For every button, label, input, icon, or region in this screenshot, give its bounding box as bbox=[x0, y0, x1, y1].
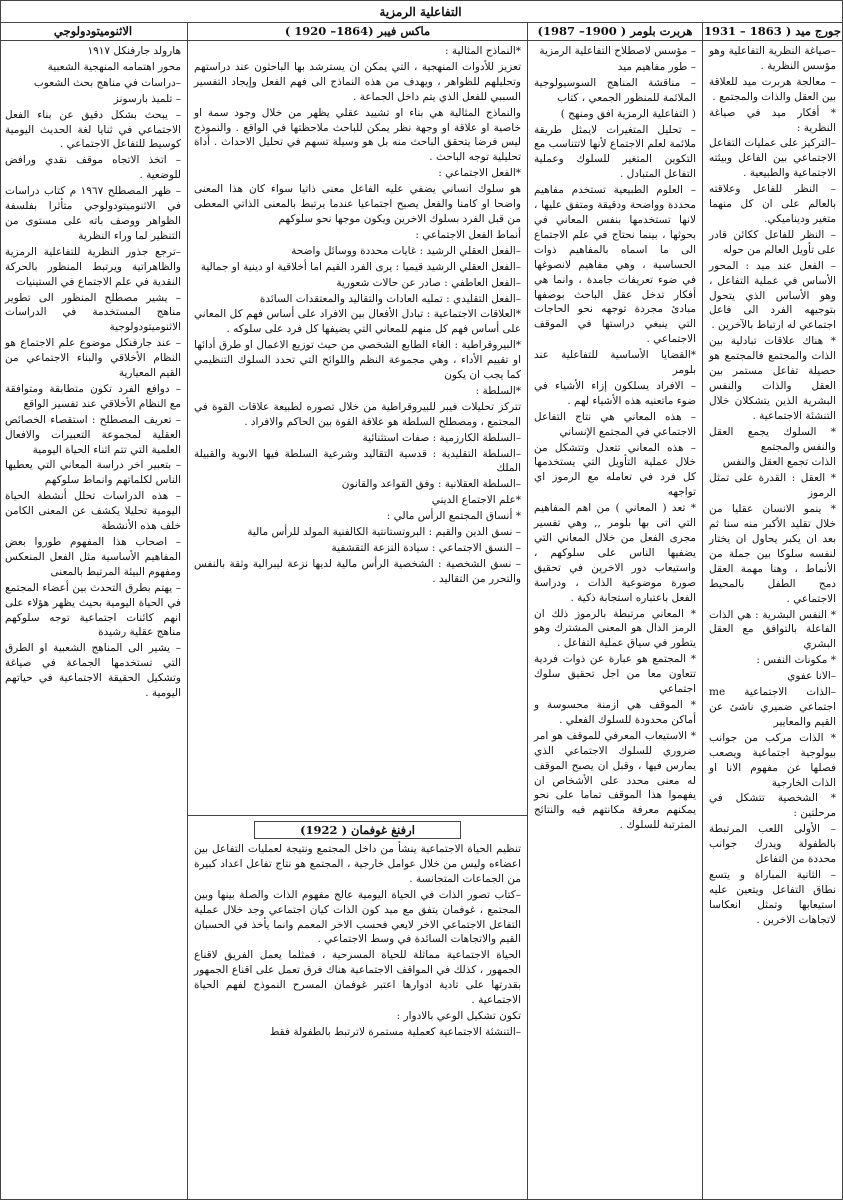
header-blumer: هربرت بلومر ( 1900– 1987) bbox=[527, 23, 702, 41]
weber-section bbox=[188, 41, 527, 815]
weber-item: –السلطة التقليدية : قدسية التقاليد وشرعية السلطة فيها الابوية والقبيلة الملك bbox=[194, 447, 521, 475]
ethno-item: – دوافع الفرد تكون متطابقة ومتوافقة مع النظام الأخلاقي عند تفسير الواقع bbox=[5, 382, 181, 410]
blumer-item: ( التفاعلية الرمزية افق ومنهج ) bbox=[560, 107, 696, 120]
weber-item: –الفعل التقليدي : تمليه العادات والتقاليد والمعتقدات السائدة bbox=[259, 292, 521, 305]
ethno-item: هارولد جارفنكل ١٩١٧ bbox=[87, 45, 181, 57]
mead-item: –الذات الاجتماعية me اجتماعي ضميري ناشئ عن القيم والمعايير bbox=[709, 686, 836, 728]
ethno-items bbox=[5, 44, 181, 701]
weber-item: –الفعل العقلي الرشيد : غايات محددة ووسائل واضحة bbox=[291, 244, 521, 257]
header-mead: جورج ميد ( 1863 – 1931 bbox=[702, 23, 842, 41]
mead-item: – الثانية المباراة و يتسع نطاق التفاعل ويتعين عليه استيعابها وتمثل انعكاسا لاتجاهات الاخرين . bbox=[709, 868, 836, 926]
ethno-item: – عند جارفنكل موضوع علم الاجتماع هو النظام الأخلاقي والبناء الاجتماعي من القيم المعيارية bbox=[5, 337, 181, 380]
table-title: التفاعلية الرمزية bbox=[0, 1, 842, 23]
weber-item: –الفعل العقلي الرشيد قيميا : يرى الفرد القيم اما أخلاقية او دينية او جمالية bbox=[200, 260, 521, 273]
weber-item: تعزيز للأدوات المنهجية ، التي يمكن ان يسترشد بها الباحثون عند دراستهم وتحليلهم للظواهر ، ويهدف من هذه النماذج الى فهم الفعل وإيجاد التفسير السببي للفعل الذي يتم داخل الجماعة . bbox=[194, 60, 521, 103]
blumer-item: * الاستيعاب المعرفي للموقف هو امر ضروري للسلوك الاجتماعي الذي يمارس فيها ، وقبل ان يصبح الموقف له معنى محدد على الأشخاص ان يفهموا هذا الموقف تماما على نحو يمكنهم معرفة مكانتهم فيه والنتائج المترتبة للسلوك . bbox=[534, 729, 696, 832]
weber-item: *النماذج المثالية : bbox=[444, 45, 521, 57]
header-weber: ماكس فيبر (1864– 1920 ) bbox=[187, 23, 527, 41]
weber-item: والنماذج المثالية هي بناء او تشييد عقلي يظهر من خلال وجود سمة او خاصية او علاقة او وجهة نظر يمكن للباحث ملاحظتها في الواقع . والنموذج ليس فرضا يتحقق الباحث منه بل هو وسيلة تسهم في تحليل الاحداث . أداة تحليلية توجه الباحث . bbox=[194, 106, 521, 164]
ethno-item: – تعريف المصطلح : استقصاء الخصائص العقلية لمجموعة التعبيرات والافعال العلمية التي تتم اثناء الحياة اليومية bbox=[5, 413, 181, 456]
mead-item: * هناك علاقات تبادلية بين الذات والمجتمع فالمجتمع هو حصيلة تفاعل مستمر بين العقل والذات والنفس البشرية الذين يتشكلان خلال التنشئة الاجتماعية . bbox=[709, 335, 836, 422]
blumer-item: – طور مفاهيم ميد bbox=[617, 60, 696, 73]
ethno-item: –ترجع جذور النظرية للتفاعلية الرمزية والظاهراتية ويرتبط المنظور بالحركة النقدية في علم الاجتماع في الستينيات bbox=[5, 245, 181, 288]
weber-item: – نسق الدين والقيم : البروتستانتية الكالفنية المولد للرأس مالية bbox=[247, 526, 521, 539]
ethnomethodology-column bbox=[0, 41, 187, 1199]
blumer-item: * المجتمع هو عبارة عن ذوات فردية تتعاون معا من اجل تحقيق سلوك اجتماعي bbox=[534, 653, 696, 696]
goffman-item: تنظيم الحياة الاجتماعية ينشأ من داخل المجتمع ونتيجة لعمليات التفاعل بين اعضاءه وليس من خلال عوامل خارجية ، المجتمع هو نتاج تفاعل اعداد كبيرة من الجماعات المتجانسة . bbox=[194, 843, 521, 885]
mead-item: – النظر للفاعل وعلاقته بالعالم على ان كل منهما متغير وديناميكي. bbox=[709, 183, 836, 225]
weber-item: –الفعل العاطفي : صادر عن حالات شعورية bbox=[336, 276, 521, 289]
mead-item: – الأولى اللعب المرتبطة بالطفولة ويدرك جوانب محددة من التفاعل bbox=[709, 823, 836, 866]
blumer-item: – مؤسس لاصطلاح التفاعلية الرمزية bbox=[539, 45, 696, 57]
weber-item: –السلطة الكارزمية : صفات استثنائية bbox=[362, 431, 521, 444]
header-ethnomethodology: الاثنوميتودولوجي bbox=[0, 23, 187, 41]
mead-item: * ينمو الانسان عقليا من خلال تقليد الأكبر منه سنا ثم بعد ان يكبر يحاول ان يختار لنفسه سلوكا بين جملة من الأنماط ، وهنا مهمة العقل دمج الطفل بالمحيط الاجتماعي . bbox=[709, 503, 836, 605]
goffman-header: ارفنغ غوفمان ( 1922) bbox=[254, 821, 461, 839]
mead-item: * العقل : القدرة على تمثل الرموز bbox=[709, 472, 836, 500]
weber-item: –السلطة العقلانية : وفق القواعد والقانون bbox=[341, 478, 521, 491]
ethno-item: – يهتم بطرق التحدث بين أعضاء المجتمع في الحياة اليومية بحيث يظهر هؤلاء على انهم كائنات اجتماعية توجه سلوكهم مناهج عقلية رشيدة bbox=[5, 581, 181, 639]
goffman-item: الحياة الاجتماعية مماثلة للحياة المسرحية ، فمثلما يعمل الفريق لاقناع الجمهور ، كذلك في المواقف الاجتماعية هناك فرق تعمل على اقناع الجمهور بقدرتها على تادية ادوارها اعتبر غوفمان المسرح النموذج لفهم الحياة الاجتماعية . bbox=[194, 949, 521, 1007]
ethno-item: – تلميذ بارسونز bbox=[113, 92, 181, 105]
blumer-item: – هذه المعاني تتعدل وتتشكل من خلال عملية التأويل التي يستخدمها كل فرد في تعامله مع الرموز اي تواجهه bbox=[534, 441, 696, 499]
blumer-items bbox=[534, 44, 696, 833]
weber-item: تتركز تحليلات فيبر للبيروقراطية من خلال تصوره لطبيعة علاقات القوة في المجتمع ، ومصطلح السلطة هو علاقة القوة بين الحاكم والافراد . bbox=[194, 400, 521, 428]
column-headers bbox=[0, 23, 842, 41]
goffman-items bbox=[194, 842, 521, 1040]
mead-item: * أفكار ميد في صياغة النظرية : bbox=[709, 106, 836, 134]
ethno-item: – بتعبير اخر دراسة المعاني التي يعطيها الناس لكلماتهم وانماط سلوكهم bbox=[5, 459, 181, 487]
goffman-item: –كتاب تصور الذات في الحياة اليومية عالج مفهوم الذات والصلة بينها وبين المجتمع ، غوفمان يتفق مع ميد كون الذات كيان اجتماعي وجد خلال عملية التفاعل الاجتماعي الاخر لايعي فحسب الاخر المعمم وانما يأخذ في الحسبان القيم والاتجاهات السائدة في وسط الاجتماعي . bbox=[194, 888, 521, 946]
mead-item: * مكونات النفس : bbox=[756, 654, 836, 667]
mead-item: الذات تجمع العقل والنفس bbox=[722, 456, 836, 469]
ethno-item: – يبحث بشكل دقيق عن بناء الفعل الاجتماعي في ثنايا لغة الحديث اليومية كوسيط للتفاعل الاجتماعي . bbox=[5, 108, 181, 151]
weber-item: *علم الاجتماع الديني bbox=[431, 494, 521, 507]
blumer-item: * الموقف هي ازمنة محسوسة و أماكن محدودة للسلوك الفعلي . bbox=[534, 698, 696, 726]
blumer-item: – هذه المعاني هي نتاج التفاعل الاجتماعي في المجتمع الإنساني bbox=[534, 410, 696, 438]
blumer-item: – مناقشة المناهج السوسيولوجية الملائمة للمنظور الجمعي ، كتاب bbox=[534, 76, 696, 104]
goffman-section bbox=[188, 815, 527, 1199]
goffman-item: تكون تشكيل الوعي بالادوار : bbox=[396, 1009, 521, 1022]
ethno-item: – اتخذ الاتجاه موقف نقدي ورافض للوضعية . bbox=[5, 154, 181, 182]
weber-item: * أنساق المجتمع الرأس مالي : bbox=[386, 510, 521, 523]
blumer-item: * تعد ( المعاني ) من اهم المفاهيم التي اتى بها بلومر ,, وهي تفسير مجرى الفعل من خلال المعاني التي يضفيها الناس على سلوكهم ، واستيعاب دور الاخرين في تحقيق صورة موضوعية الذات ، ودراسة الفعل باعتباره استجابة ذكية . bbox=[534, 502, 696, 604]
weber-item: – نسق الشخصية : الشخصية الرأس مالية لديها نزعة ليبرالية وثقة بالنفس والتحرر من التقاليد . bbox=[194, 557, 521, 585]
blumer-item: – الافراد يسلكون إزاء الأشياء في ضوء ماتعنيه هذه الأشياء لهم . bbox=[534, 379, 696, 407]
blumer-item: * المعاني مرتبطة بالرموز ذلك ان الرمز الدال هو المعنى المشترك وهو يتطور في سياق عملية التفاعل . bbox=[534, 607, 696, 650]
ethno-item: – يشير مصطلح المنظور الى تطوير مناهج المستخدمة في الدراسات الاثنوميتودولوجية bbox=[5, 291, 181, 334]
weber-item: أنماط الفعل الاجتماعي : bbox=[415, 228, 521, 241]
weber-item: هو سلوك انساني يضفي عليه الفاعل معنى ذاتيا سواء كان هذا المعنى واضحا او كامنا والفعل يصبح اجتماعيا عندما يرتبط بالمعنى الذاتي المعطى من قبل الفرد بسلوك الاخرين ويكون موجها نحو سلوكهم bbox=[194, 183, 521, 225]
ethno-item: – اصحاب هذا المفهوم طوروا بعض المفاهيم الأساسية مثل الفعل المنعكس ومفهوم البيئة المرتبط بالمعنى bbox=[5, 536, 181, 578]
ethno-item: – يشير الى المناهج الشعبية او الطرق التي تستخدمها الجماعة في صياغة وتشكيل الحقيقة الاجتماعية في حياتهم اليومية . bbox=[5, 642, 181, 700]
weber-item: *السلطة : bbox=[475, 384, 521, 397]
mead-item: * السلوك يجمع العقل والنفس والمجتمع bbox=[709, 425, 836, 453]
mead-item: –صياغة النظرية التفاعلية وهو مؤسس النظرية . bbox=[709, 45, 836, 72]
mead-items bbox=[709, 44, 836, 928]
goffman-item: –التنشئة الاجتماعية كعملية مستمرة لاترتبط بالطفولة فقط bbox=[269, 1025, 521, 1038]
mead-item: – معالجة هربرت ميد للعلاقة بين العقل والذات والمجتمع . bbox=[709, 75, 836, 103]
weber-items bbox=[194, 44, 521, 587]
mead-item: * الذات مركب من جوانب بيولوجية اجتماعية ويصعب فصلها عن مفهوم الانا او الذات الخارجية bbox=[709, 731, 836, 789]
blumer-item: – العلوم الطبيعية تستخدم مفاهيم محددة وواضحة ودقيقة ومتفق عليها ، لانها تستخدمها بنفس المعاني في بحوثها ، بينما نحتاج في علم الاجتماع الى ما اسماه بالمفاهيم ذوات الحساسية ، وهي مفاهيم لانصوغها في ضوء تعريفات جامدة ، وانما هي أفكار تدخل عقل الباحث بوصفها مبادئ مجردة توجهه نحو الحاجات التي ينبغي دراستها في الموقف الاجتماعي . bbox=[534, 184, 696, 346]
weber-item: *البيروقراطية : الغاء الطابع الشخصي من حيث توزيع الاعمال او طرق أدائها او تقييم الأداء ، وهي مجموعة النظم واللوائح التي تحدد السلوك التنظيمي كما يجب ان يكون bbox=[194, 339, 521, 382]
ethno-item: محور اهتمامه المنهجية الشعبية bbox=[47, 60, 181, 73]
table-body bbox=[0, 41, 842, 1199]
mead-item: * الشخصية تتشكل في مرحلتين : bbox=[709, 792, 836, 820]
blumer-column bbox=[527, 41, 702, 1199]
mead-item: –الانا عفوي bbox=[787, 670, 836, 683]
mead-item: – النظر للفاعل ككائن قادر على تأويل العالم من حوله bbox=[709, 228, 836, 256]
weber-goffman-column bbox=[187, 41, 527, 1199]
ethno-item: – ظهر المصطلح ١٩٦٧ م كتاب دراسات في الاثنوميتودولوجي متأثرا بفلسفة الظواهر ووصف باته على مستوى من التنظير لما وراء النظرية bbox=[5, 185, 181, 242]
weber-item: *العلاقات الاجتماعية : تبادل الأفعال بين الافراد على أساس فهم كل المعاني على أساس فهم كل منهم للمعاني التي يضيفها كل فرد على سلوكه . bbox=[194, 308, 521, 336]
mead-column bbox=[702, 41, 842, 1199]
blumer-item: *القضايا الأساسية للتفاعلية عند بلومر bbox=[534, 349, 696, 377]
mead-item: – الفعل عند ميد : المحور الأساس في عملية التفاعل ، وهو الأساس الذي يتحول بتوجيهه الفرد الى فاعل اجتماعي له ارتباط بالآخرين . bbox=[709, 259, 836, 332]
mead-item: –التركيز على عمليات التفاعل الاجتماعي بين الفاعل وبيئته الاجتماعية والطبيعية . bbox=[709, 137, 836, 180]
weber-item: *الفعل الاجتماعي : bbox=[438, 167, 521, 180]
weber-item: – النسق الاجتماعي : سيادة النزعة التقشفية bbox=[331, 542, 521, 554]
ethno-item: –دراسات في مناهج بحث الشعوب bbox=[33, 76, 181, 89]
ethno-item: – هذه الدراسات تحلل أنشطة الحياة اليومية تحليلا يكشف عن المعنى الكامن خلف هذه الأنشطة bbox=[5, 490, 181, 533]
blumer-item: – تحليل المتغيرات لايمثل طريقة ملائمة لعلم الاجتماع لأنها لاتتناسب مع التكوين المتغير للسلوك وعملية التفاعل المتبادل . bbox=[534, 123, 696, 181]
mead-item: * النفس البشرية : هي الذات الفاعلة بالتوافق مع العقل البشري bbox=[709, 608, 836, 651]
